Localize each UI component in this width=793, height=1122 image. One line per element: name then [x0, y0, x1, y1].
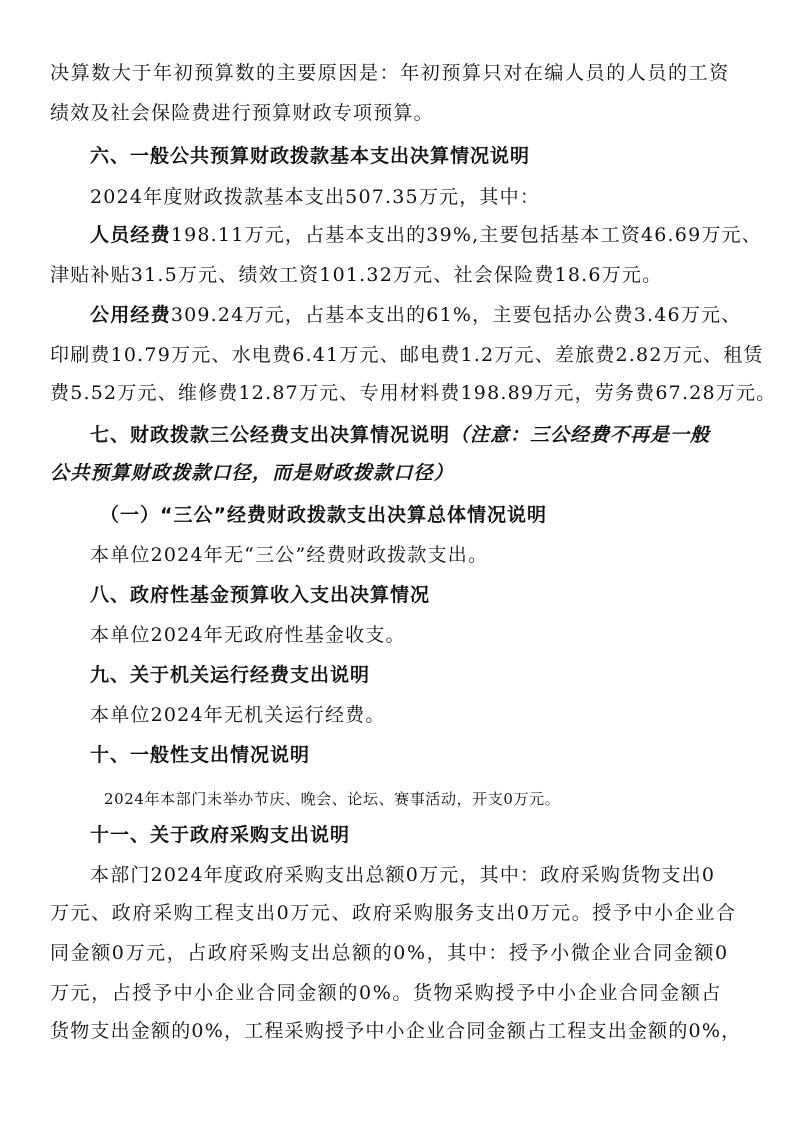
section-heading-9: 九、关于机关运行经费支出说明 — [90, 664, 371, 686]
paragraph-line: 本单位2024年无“三公”经费财政拨款支出。 — [90, 544, 489, 566]
paragraph-line: 决算数大于年初预算数的主要原因是：年初预算只对在编人员的人员的工资 — [50, 62, 730, 84]
paragraph-line: 本单位2024年无机关运行经费。 — [90, 704, 386, 726]
paragraph-line: 费5.52万元、维修费12.87万元、专用材料费198.89万元，劳务费67.28万元。 — [50, 382, 777, 404]
paragraph-line: 2024年本部门未举办节庆、晚会、论坛、赛事活动，开支0万元。 — [104, 790, 561, 808]
term-public-expenses: 公用经费 — [90, 304, 171, 326]
paragraph-line — [90, 222, 790, 248]
paragraph-line: 万元、政府采购工程支出0万元、政府采购服务支出0万元。授予中小企业合 — [50, 902, 737, 924]
heading-note-line: 公共预算财政拨款口径，而是财政拨款口径） — [50, 462, 455, 484]
paragraph-text: 309.24万元，占基本支出的61%，主要包括办公费3.46万元、 — [170, 304, 742, 326]
paragraph-line: 货物支出金额的0%，工程采购授予中小企业合同金额占工程支出金额的0%， — [50, 1020, 742, 1042]
heading-text: 七、财政拨款三公经费支出决算情况说明 — [90, 424, 451, 446]
section-heading-10: 十、一般性支出情况说明 — [90, 744, 311, 766]
paragraph-line: 印刷费10.79万元、水电费6.41万元、邮电费1.2万元、差旅费2.82万元、租赁 — [50, 344, 764, 366]
paragraph-text: 198.11万元，占基本支出的39%,主要包括基本工资46.69万元、 — [170, 224, 762, 246]
paragraph-line — [90, 302, 790, 328]
paragraph-line: 同金额0万元，占政府采购支出总额的0%，其中：授予小微企业合同金额0 — [50, 942, 729, 964]
heading-note: （注意：三公经费不再是一般 — [450, 424, 711, 446]
section-heading-11: 十一、关于政府采购支出说明 — [90, 824, 351, 846]
section-heading-8: 八、政府性基金预算收入支出决算情况 — [90, 584, 431, 606]
subsection-heading: （一）“三公”经费财政拨款支出决算总体情况说明 — [100, 504, 547, 526]
paragraph-line: 本单位2024年无政府性基金收支。 — [90, 624, 406, 646]
paragraph-line: 本部门2024年度政府采购支出总额0万元，其中：政府采购货物支出0 — [90, 864, 716, 886]
paragraph-line: 2024年度财政拨款基本支出507.35万元，其中： — [90, 186, 541, 208]
section-heading-7 — [90, 422, 790, 448]
section-heading-6: 六、一般公共预算财政拨款基本支出决算情况说明 — [90, 145, 531, 167]
paragraph-line: 绩效及社会保险费进行预算财政专项预算。 — [50, 102, 434, 124]
paragraph-line: 津贴补贴31.5万元、绩效工资101.32万元、社会保险费18.6万元。 — [50, 264, 663, 286]
term-personnel-expenses: 人员经费 — [90, 224, 171, 246]
paragraph-line: 万元，占授予中小企业合同金额的0%。货物采购授予中小企业合同金额占 — [50, 982, 722, 1004]
